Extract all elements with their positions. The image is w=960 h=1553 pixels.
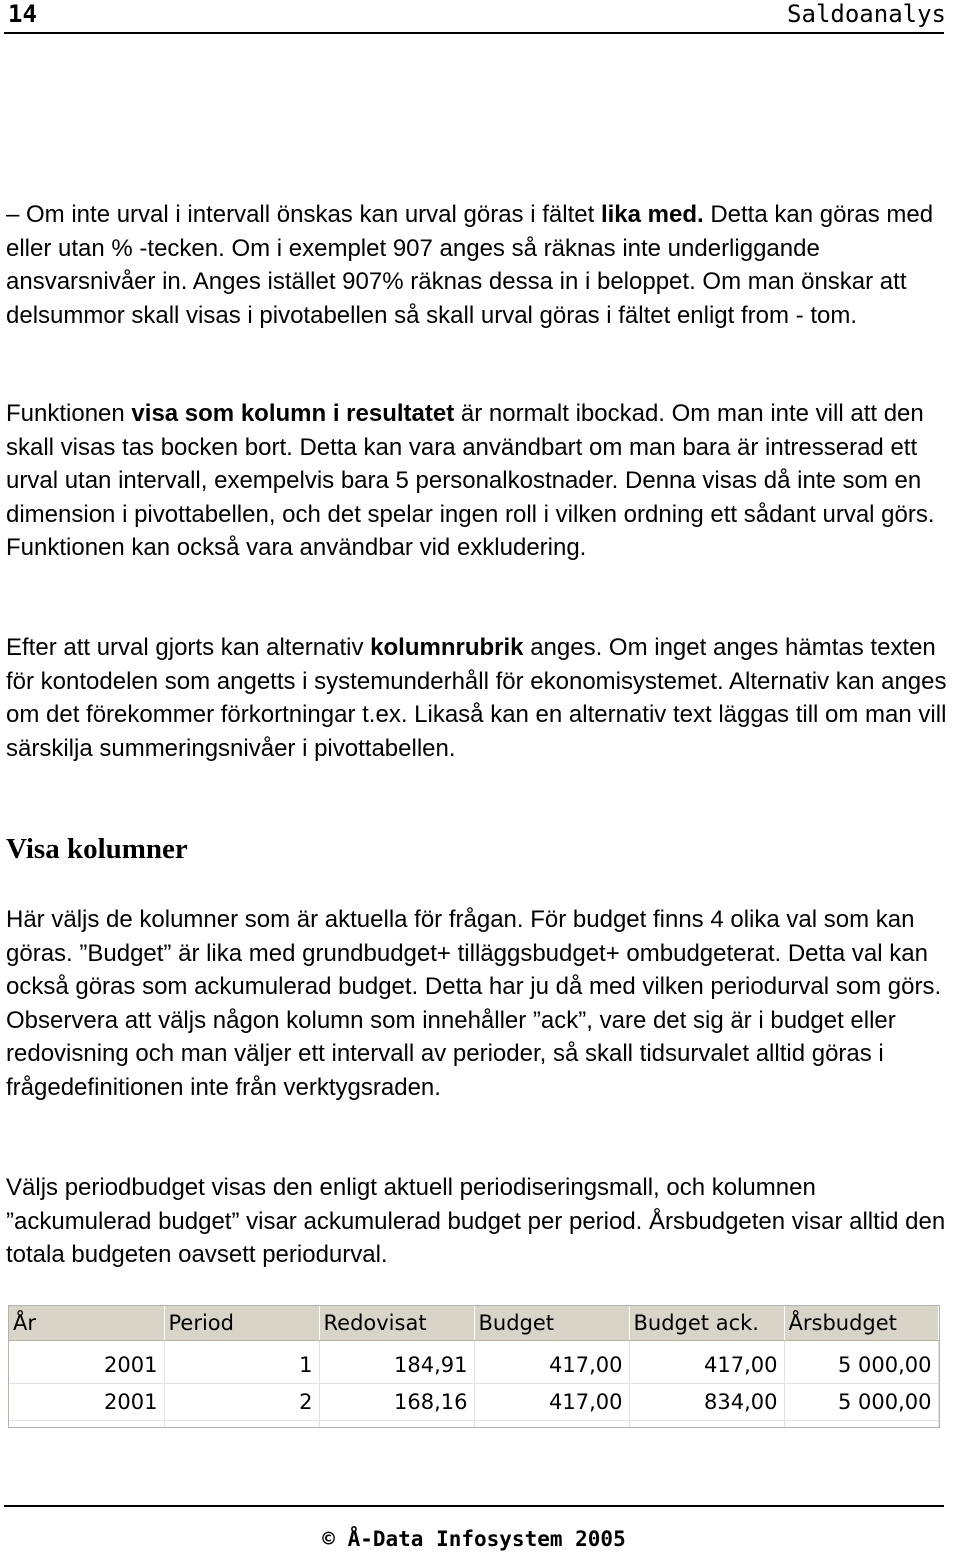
- column-header-arsbudget: Årsbudget: [784, 1306, 938, 1341]
- paragraph-periodbudget: Väljs periodbudget visas den enligt aktuell periodiseringsmall, och kolumnen ”ackumulerad budget” visar ackumulerad budget per period. Årsbudgeten visar alltid den totala budgeten oavsett periodurval.: [6, 1174, 946, 1268]
- paragraph-kolumner-budget: Här väljs de kolumner som är aktuella för frågan. För budget finns 4 olika val som kan göras. ”Budget” är lika med grundbudget+ tilläggsbudget+ ombudgeterat. Detta val kan också göras som ackumulerad budget. Detta har ju då med vilken periodurval som görs. Observera att väljs någon kolumn som innehåller ”ack”, vare det sig är i budget eller redovisning och man väljer ett intervall av perioder, så skall tidsurvalet alltid göras i frågedefinitionen inte från verktygsraden.: [6, 906, 942, 1101]
- text-segment: anges. Om inget anges hämtas texten för kontodelen som angetts i systemunderhåll för ekonomisystemet. Alternativ kan anges om det förekommer förkortningar t.ex. Likaså kan en alternativ text läggas till om man vill särskilja summeringsnivåer i pivottabellen.: [6, 634, 947, 762]
- column-header-budget-ack: Budget ack.: [629, 1306, 784, 1341]
- cell-budget: 417,00: [474, 1347, 629, 1384]
- cell-arsbudget: 5 000,00: [784, 1347, 938, 1384]
- page-number: 14: [8, 0, 37, 28]
- cell-redovisat: 184,91: [319, 1347, 474, 1384]
- cell-arsbudget: 5 000,00: [784, 1384, 938, 1421]
- cell-budget: 417,00: [474, 1384, 629, 1421]
- running-title: Saldoanalys: [787, 0, 946, 28]
- page-header: [4, 0, 944, 34]
- cell-period: 2: [164, 1384, 319, 1421]
- text-segment: Funktionen: [6, 400, 132, 427]
- section-heading-visa-kolumner: Visa kolumner: [6, 833, 188, 865]
- paragraph-urval-lika-med: [6, 198, 951, 332]
- paragraph-kolumnrubrik: [6, 631, 951, 765]
- column-header-budget: Budget: [474, 1306, 629, 1341]
- table-header-row: [9, 1306, 938, 1341]
- table-row: [9, 1347, 938, 1384]
- example-pivot-table: [8, 1305, 940, 1428]
- bold-term-lika-med: lika med.: [600, 201, 704, 228]
- cell-redovisat: 168,16: [319, 1384, 474, 1421]
- page-footer: [4, 1505, 944, 1551]
- bold-term-kolumnrubrik: kolumnrubrik: [370, 634, 524, 661]
- copyright-symbol: ©: [322, 1527, 335, 1551]
- bold-term-visa-som-kolumn: visa som kolumn i resultatet: [131, 400, 455, 427]
- cell-budget-ack: 417,00: [629, 1347, 784, 1384]
- text-segment: är normalt ibockad. Om man inte vill att den skall visas tas bocken bort. Detta kan vara användbart om man bara är intresserad ett urval utan intervall, exempelvis bara 5 personalkostnader. Denna visas då inte som en dimension i pivottabellen, och det spelar ingen roll i vilken ordning ett sådant urval görs. Funktionen kan också vara användbar vid exkludering.: [6, 400, 935, 561]
- copyright-text: Å-Data Infosystem 2005: [334, 1527, 626, 1551]
- cell-ar: 2001: [9, 1384, 164, 1421]
- cell-ar: 2001: [9, 1347, 164, 1384]
- text-segment: – Om inte urval i intervall önskas kan urval göras i fältet: [6, 201, 601, 228]
- column-header-redovisat: Redovisat: [319, 1306, 474, 1341]
- table-row: [9, 1384, 938, 1421]
- text-segment: Detta kan göras med eller utan % -tecken. Om i exemplet 907 anges så räknas inte underliggande ansvarsnivåer in. Anges istället 907% räknas dessa in i beloppet. Om man önskar att delsummor skall visas i pivotabellen så skall urval göras i fältet enligt from - tom.: [6, 201, 934, 329]
- paragraph-visa-som-kolumn: [6, 397, 951, 565]
- cell-period: 1: [164, 1347, 319, 1384]
- text-segment: Efter att urval gjorts kan alternativ: [6, 634, 371, 661]
- column-header-period: Period: [164, 1306, 319, 1341]
- column-header-ar: År: [9, 1306, 164, 1341]
- cell-budget-ack: 834,00: [629, 1384, 784, 1421]
